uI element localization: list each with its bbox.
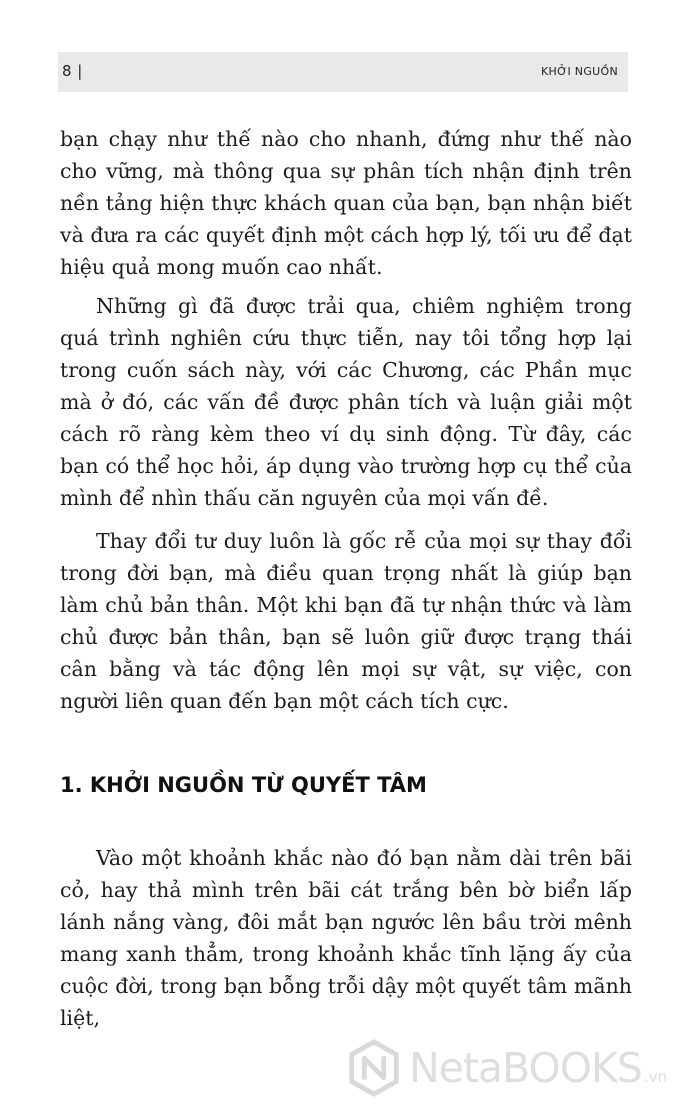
paragraph: Thay đổi tư duy luôn là gốc rễ của mọi sự thay đổi trong đời bạn, mà điều quan trọng nhất là giúp bạn làm chủ bản thân. Một khi bạn đã tự nhận thức và làm chủ được bản thân, bạn sẽ luôn giữ được trạng thái cân bằng và tác động lên mọi sự vật, sự việc, con người liên quan đến bạn một cách tích cực. bbox=[60, 529, 632, 713]
netabooks-logo-icon bbox=[345, 1039, 403, 1097]
running-title: KHỞI NGUỒN bbox=[541, 65, 618, 78]
watermark-suffix: .vn bbox=[643, 1068, 668, 1086]
paragraph: Những gì đã được trải qua, chiêm nghiệm trong quá trình nghiên cứu thực tiễn, nay tôi tổng hợp lại trong cuốn sách này, với các Chương, các Phần mục mà ở đó, các vấn đề được phân tích và luận giải một cách rõ ràng kèm theo ví dụ sinh động. Từ đây, các bạn có thể học hỏi, áp dụng vào trường hợp cụ thể của mình để nhìn thấu căn nguyên của mọi vấn đề. bbox=[60, 294, 632, 510]
page-number: 8 | bbox=[62, 62, 83, 80]
paragraph-continued: bạn chạy như thế nào cho nhanh, đứng như thế nào cho vững, mà thông qua sự phân tích nhận định trên nền tảng hiện thực khách quan của bạn, bạn nhận biết và đưa ra các quyết định một cách hợp lý, tối ưu để đạt hiệu quả mong muốn cao nhất. bbox=[60, 127, 632, 279]
paragraph: Vào một khoảnh khắc nào đó bạn nằm dài trên bãi cỏ, hay thả mình trên bãi cát trắng bên bờ biển lấp lánh nắng vàng, đôi mắt bạn ngước lên bầu trời mênh mang xanh thẳm, trong khoảnh khắc tĩnh lặng ấy của cuộc đời, trong bạn bỗng trỗi dậy một quyết tâm mãnh liệt, bbox=[60, 846, 632, 1030]
section-heading: 1. KHỞI NGUỒN TỪ QUYẾT TÂM bbox=[60, 773, 427, 797]
watermark-text: NetaBOOKS bbox=[409, 1044, 642, 1092]
watermark bbox=[345, 1038, 667, 1098]
